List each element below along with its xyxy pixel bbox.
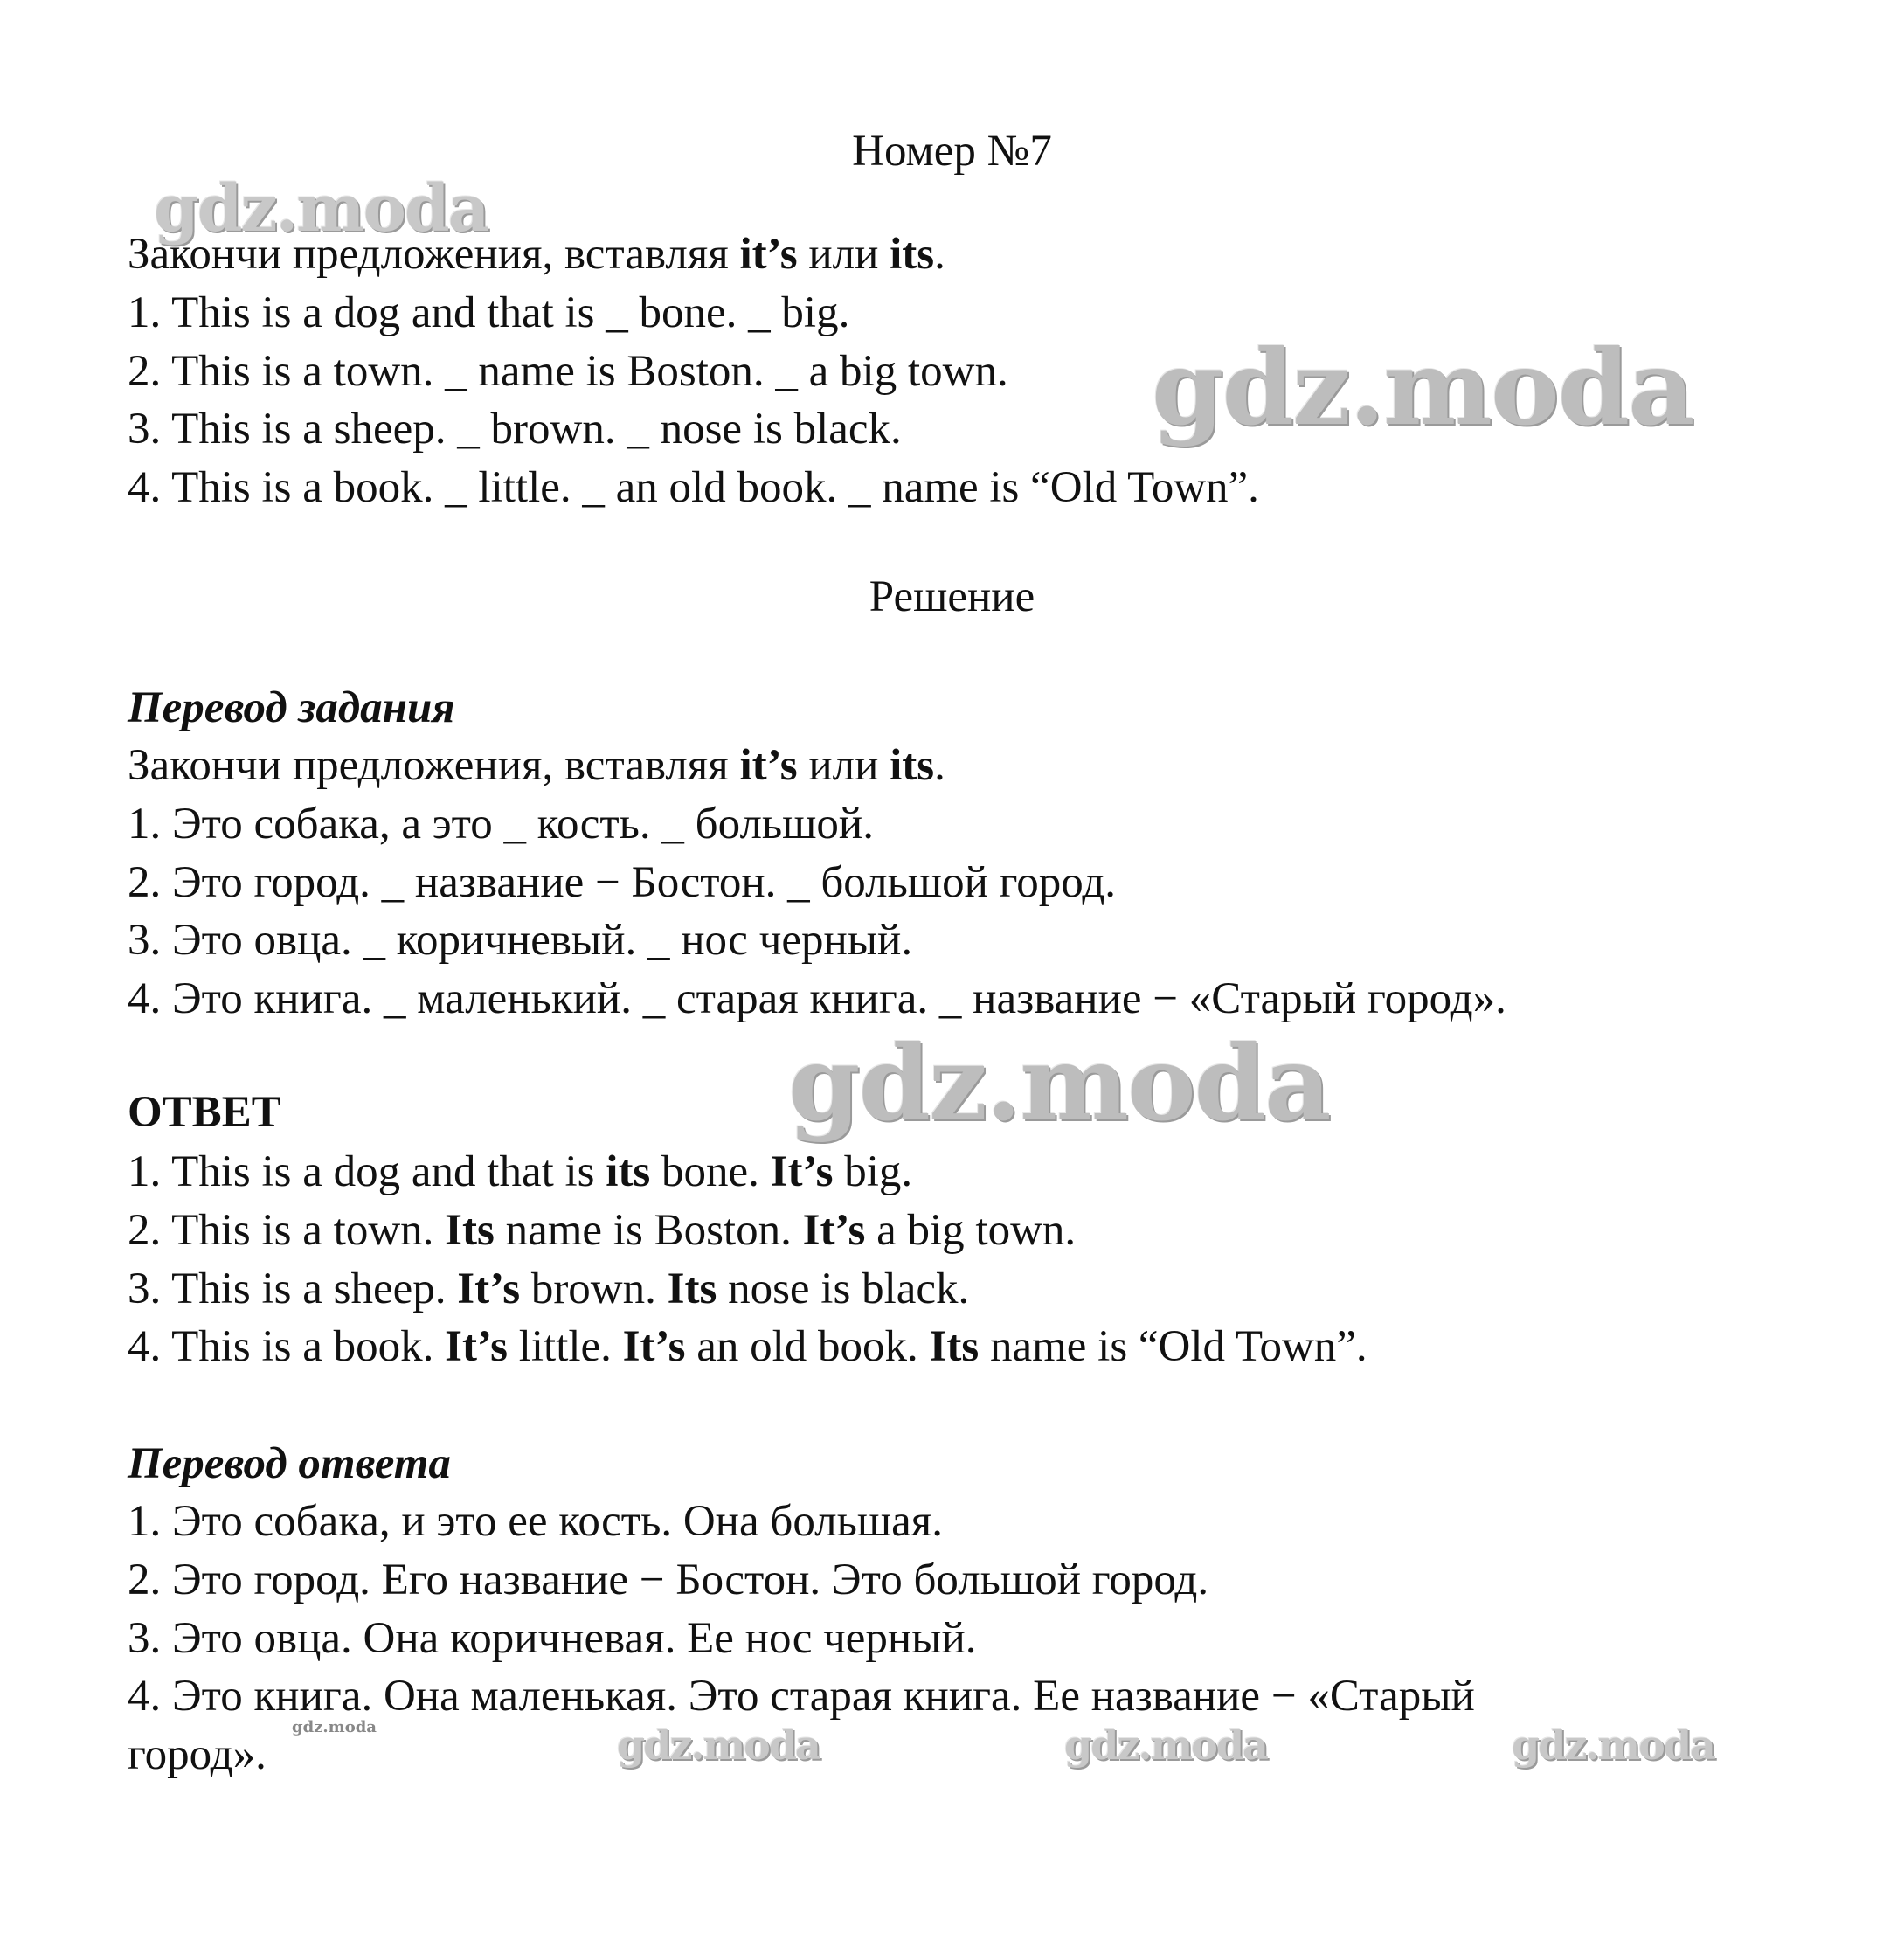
answer-translation-item: 2. Это город. Его название − Бостон. Это большой город. (128, 1555, 1209, 1604)
answer-translation-item: 3. Это овца. Она коричневая. Ее нос черный. (128, 1614, 977, 1663)
task-translation-item: 4. Это книга. _ маленький. _ старая книга. _ название − «Старый город». (128, 974, 1506, 1023)
task-translation-instruction: Закончи предложения, вставляя it’s или its. (128, 741, 945, 790)
answer-item: 2. This is a town. Its name is Boston. It’s a big town. (128, 1206, 1077, 1255)
answer-item: 4. This is a book. It’s little. It’s an old book. Its name is “Old Town”. (128, 1322, 1367, 1371)
answer-item: 3. This is a sheep. It’s brown. Its nose is black. (128, 1264, 970, 1313)
task-instruction: Закончи предложения, вставляя it’s или its. (128, 230, 945, 279)
answer-translation-item: город». (128, 1730, 267, 1779)
watermark-logo-small: gdz.moda (292, 1718, 377, 1736)
task-item: 4. This is a book. _ little. _ an old book. _ name is “Old Town”. (128, 463, 1259, 512)
task-translation-heading: Перевод задания (128, 683, 455, 732)
task-translation-item: 1. Это собака, а это _ кость. _ большой. (128, 800, 874, 849)
page-title: Номер №7 (852, 127, 1052, 176)
answer-item: 1. This is a dog and that is its bone. It’s big. (128, 1147, 913, 1196)
answer-translation-heading: Перевод ответа (128, 1439, 451, 1488)
task-item: 2. This is a town. _ name is Boston. _ a big town. (128, 347, 1008, 396)
solution-label: Решение (869, 572, 1035, 621)
task-item: 3. This is a sheep. _ brown. _ nose is black. (128, 405, 902, 454)
answer-translation-item: 4. Это книга. Она маленькая. Это старая книга. Ее название − «Старый (128, 1672, 1475, 1721)
watermark-logo-6: gdz.moda (1512, 1722, 1714, 1769)
task-translation-item: 2. Это город. _ название − Бостон. _ большой город. (128, 858, 1117, 907)
watermark-logo-3: gdz.moda (788, 1022, 1330, 1144)
watermark-logo-1: gdz.moda (154, 171, 488, 246)
watermark-logo-4: gdz.moda (617, 1722, 820, 1769)
answer-translation-item: 1. Это собака, и это ее кость. Она большая. (128, 1497, 943, 1546)
watermark-logo-2: gdz.moda (1152, 327, 1693, 448)
watermark-logo-5: gdz.moda (1064, 1722, 1267, 1769)
answer-heading: ОТВЕТ (128, 1088, 281, 1137)
task-item: 1. This is a dog and that is _ bone. _ big. (128, 288, 850, 337)
task-translation-item: 3. Это овца. _ коричневый. _ нос черный. (128, 916, 913, 965)
